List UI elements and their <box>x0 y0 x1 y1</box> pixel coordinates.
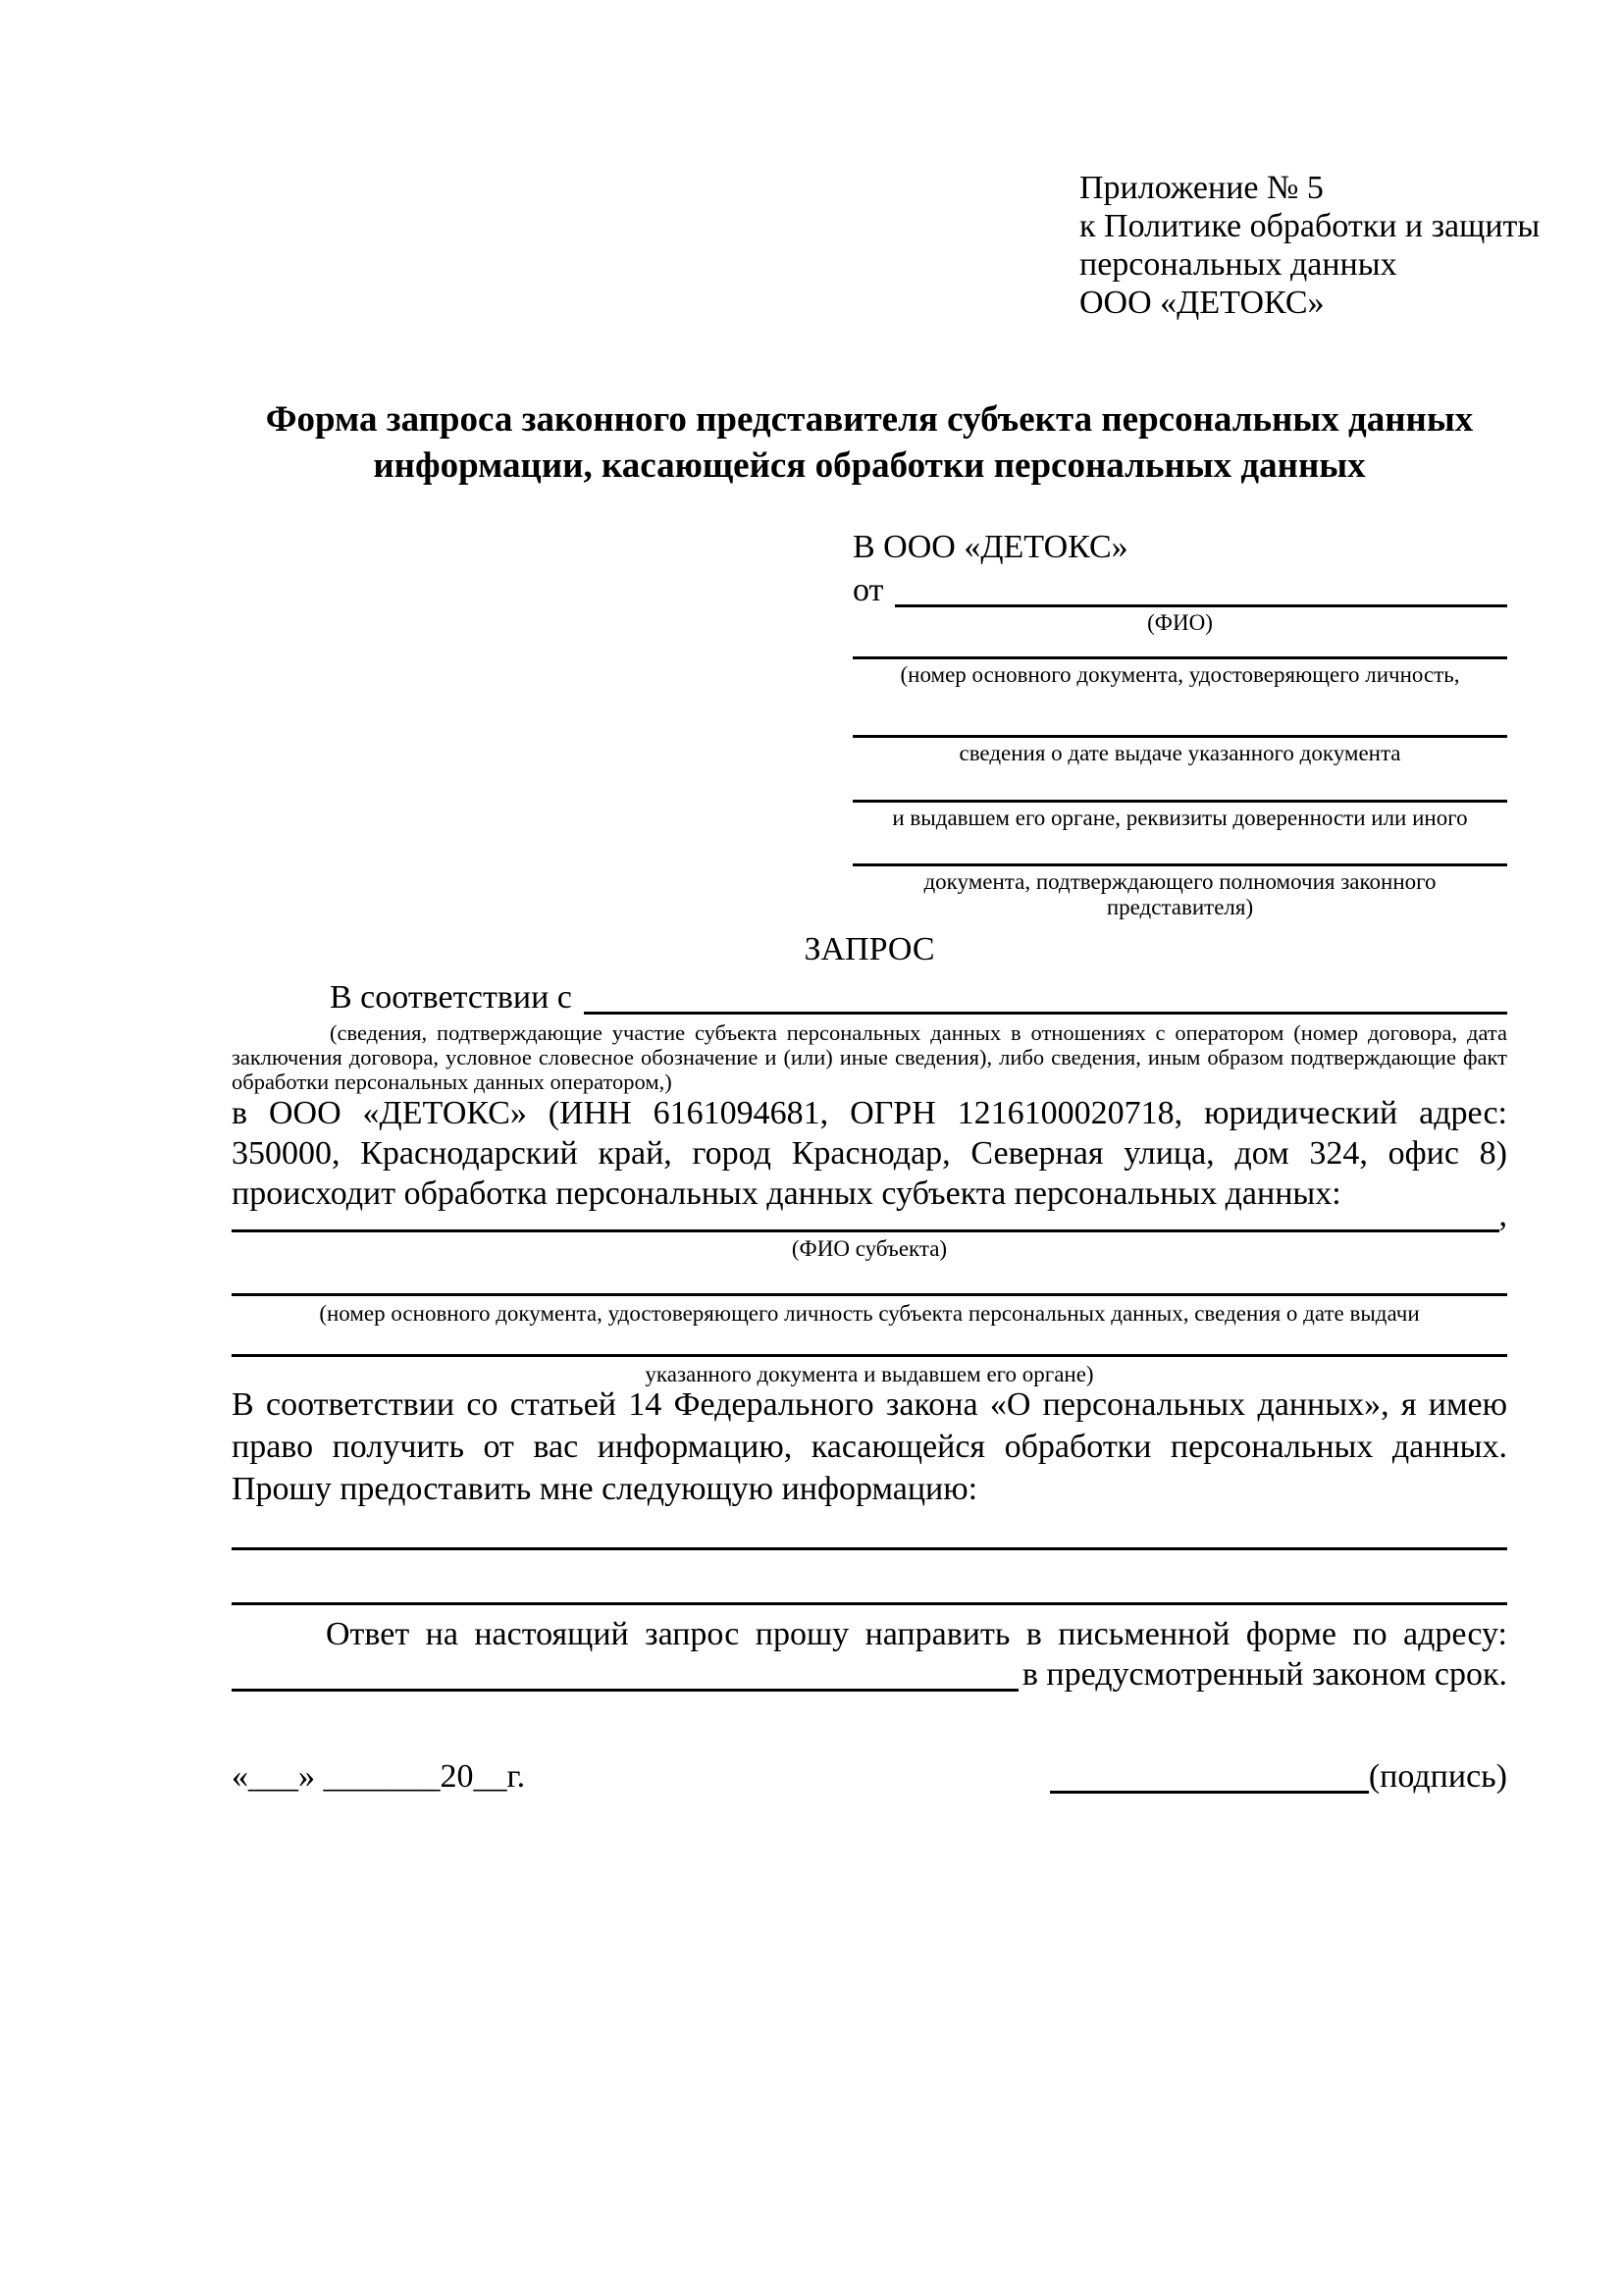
reply-address-fill-line <box>232 1658 1019 1692</box>
request-intro-row <box>232 981 1507 1015</box>
footer-row <box>232 1760 1507 1794</box>
subject-doc-fill-line-2 <box>232 1354 1507 1357</box>
representative-doc-caption-4: документа, подтверждающего полномочия законного представителя) <box>923 869 1437 919</box>
representative-doc-fill-line-1 <box>853 656 1507 659</box>
form-title-line-2: информации, касающейся обработки персональных данных <box>373 445 1366 486</box>
representative-doc-caption-2: сведения о дате выдаче указанного документа <box>959 741 1401 765</box>
relation-basis-fill-line <box>584 981 1507 1015</box>
appendix-line-1: Приложение № 5 <box>1079 170 1324 206</box>
appendix-line-2: к Политике обработки и защиты <box>1079 208 1541 244</box>
subject-fio-fill-line <box>232 1199 1499 1232</box>
subject-fio-suffix: , <box>1498 1197 1507 1233</box>
signature-fill-line <box>1050 1760 1369 1794</box>
representative-doc-fill-line-4 <box>853 863 1507 866</box>
representative-fio-fill-line <box>895 574 1507 607</box>
request-heading: ЗАПРОС <box>804 931 935 967</box>
reply-address-row <box>232 1658 1507 1692</box>
addressee-block <box>853 528 1507 920</box>
requested-info-fill-line-2 <box>232 1602 1507 1605</box>
representative-doc-caption-1: (номер основного документа, удостоверяющего личность, <box>900 662 1460 687</box>
addressee-to: В ООО «ДЕТОКС» <box>853 529 1128 565</box>
representative-doc-caption-3: и выдавшем его органе, реквизиты доверенности или иного <box>892 806 1468 830</box>
rights-paragraph: В соответствии со статьей 14 Федерального закона «О персональных данных», я имею право получить от вас информацию, касающейся обработки персональных данных. Прошу предоставить мне следующую информацию: <box>232 1386 1507 1507</box>
appendix-line-4: ООО «ДЕТОКС» <box>1079 285 1325 321</box>
request-basis-note: (сведения, подтверждающие участие субъекта персональных данных в отношениях с оператором (номер договора, дата заключения договора, условное словесное обозначение и (или) иные сведения), либо сведения, иным образом подтверждающие факт обработки персональных данных оператором,) <box>232 1020 1507 1094</box>
appendix-header <box>1079 169 1540 322</box>
request-intro-label: В соответствии с <box>330 979 572 1016</box>
requested-info-fill-line-1 <box>232 1547 1507 1550</box>
form-title-line-1: Форма запроса законного представителя субъекта персональных данных <box>265 399 1474 440</box>
date-placeholder: «___» _______20__г. <box>232 1758 526 1795</box>
from-label: от <box>853 572 884 608</box>
subject-doc-caption-2: указанного документа и выдавшем его органе) <box>645 1362 1094 1386</box>
reply-suffix: в предусмотренный законом срок. <box>1021 1656 1507 1693</box>
fio-caption: (ФИО) <box>1147 610 1213 635</box>
subject-doc-fill-line-1 <box>232 1293 1507 1296</box>
appendix-line-3: персональных данных <box>1079 246 1397 283</box>
form-title <box>232 396 1507 489</box>
subject-fio-row <box>232 1199 1507 1232</box>
subject-fio-caption: (ФИО субъекта) <box>791 1236 948 1261</box>
reply-paragraph: Ответ на настоящий запрос прошу направить в письменной форме по адресу: <box>326 1616 1507 1652</box>
representative-doc-fill-line-2 <box>853 735 1507 738</box>
operator-paragraph: в ООО «ДЕТОКС» (ИНН 6161094681, ОГРН 1216100020718, юридический адрес: 350000, Краснодарский край, город Краснодар, Северная улица, дом 324, офис 8) происходит обработка персональных данных субъекта персональных данных: <box>232 1095 1507 1212</box>
representative-doc-fill-line-3 <box>853 800 1507 803</box>
signature-caption: (подпись) <box>1368 1758 1507 1795</box>
subject-doc-caption-1: (номер основного документа, удостоверяющего личность субъекта персональных данных, сведения о дате выдачи <box>319 1301 1420 1326</box>
footer-spacer <box>525 1760 1050 1794</box>
addressee-from-row <box>853 574 1507 607</box>
